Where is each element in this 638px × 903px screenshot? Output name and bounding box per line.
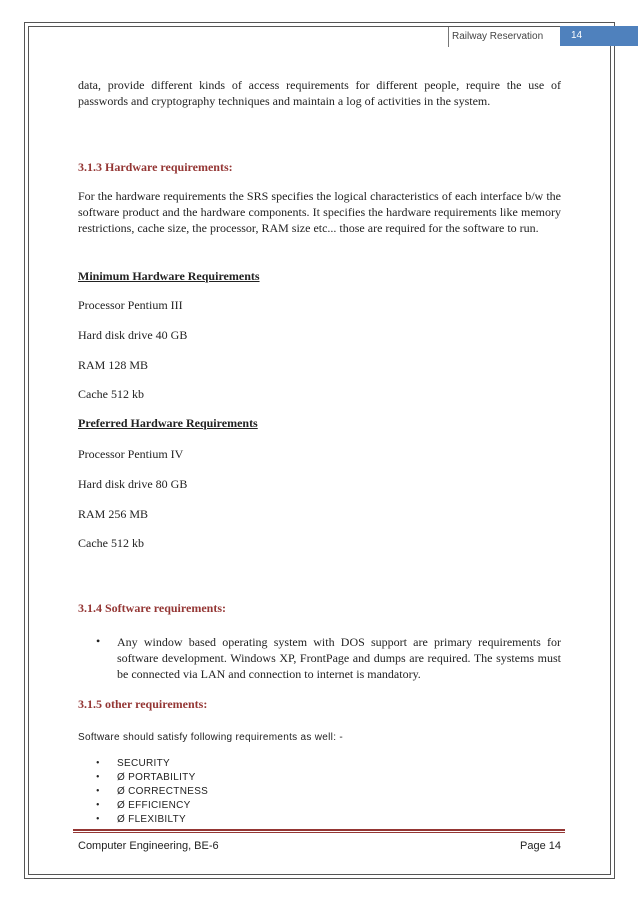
other-intro: Software should satisfy following requirements as well: - xyxy=(78,732,343,743)
other-item: Ø EFFICIENCY xyxy=(117,800,191,811)
preferred-item: Hard disk drive 80 GB xyxy=(78,477,188,491)
minimum-hardware-title: Minimum Hardware Requirements xyxy=(78,269,260,283)
preferred-item: Cache 512 kb xyxy=(78,536,144,550)
other-heading: 3.1.5 other requirements: xyxy=(78,697,208,711)
bullet-marker: • xyxy=(96,634,101,648)
hardware-paragraph: For the hardware requirements the SRS specifies the logical characteristics of each interface b/w the software product and the hardware components. It specifies the hardware requirements like memory restrictions, cache size, the processor, RAM size etc... those are required for the software to run. xyxy=(78,189,561,235)
other-item: Ø FLEXIBILTY xyxy=(117,814,186,825)
intro-paragraph: data, provide different kinds of access requirements for different people, require the use of passwords and cryptography techniques and maintain a log of activities in the system. xyxy=(78,78,561,108)
other-item: Ø CORRECTNESS xyxy=(117,786,209,797)
bullet-marker: • xyxy=(96,772,100,783)
minimum-item: RAM 128 MB xyxy=(78,358,149,372)
minimum-item: Processor Pentium III xyxy=(78,298,183,312)
other-item: SECURITY xyxy=(117,758,170,769)
bullet-marker: • xyxy=(96,814,100,825)
footer-rule xyxy=(73,832,565,833)
software-heading: 3.1.4 Software requirements: xyxy=(78,601,226,615)
software-bullet-text: Any window based operating system with DOS support are primary requirements for software development. Windows XP, FrontPage and dumps are required. The systems must be connected via LAN and connection to internet is mandatory. xyxy=(117,635,561,681)
preferred-hardware-title: Preferred Hardware Requirements xyxy=(78,416,258,430)
header-divider xyxy=(448,27,449,47)
footer-rule xyxy=(73,829,565,831)
preferred-item: RAM 256 MB xyxy=(78,507,149,521)
minimum-item: Cache 512 kb xyxy=(78,387,144,401)
header-page-number: 14 xyxy=(560,26,638,46)
bullet-marker: • xyxy=(96,786,100,797)
minimum-item: Hard disk drive 40 GB xyxy=(78,328,188,342)
preferred-item: Processor Pentium IV xyxy=(78,447,184,461)
footer-department: Computer Engineering, BE-6 xyxy=(78,840,219,852)
header-title: Railway Reservation xyxy=(452,31,544,42)
hardware-heading: 3.1.3 Hardware requirements: xyxy=(78,160,233,174)
bullet-marker: • xyxy=(96,800,100,811)
bullet-marker: • xyxy=(96,758,100,769)
footer-page-number: Page 14 xyxy=(520,840,561,852)
other-item: Ø PORTABILITY xyxy=(117,772,196,783)
